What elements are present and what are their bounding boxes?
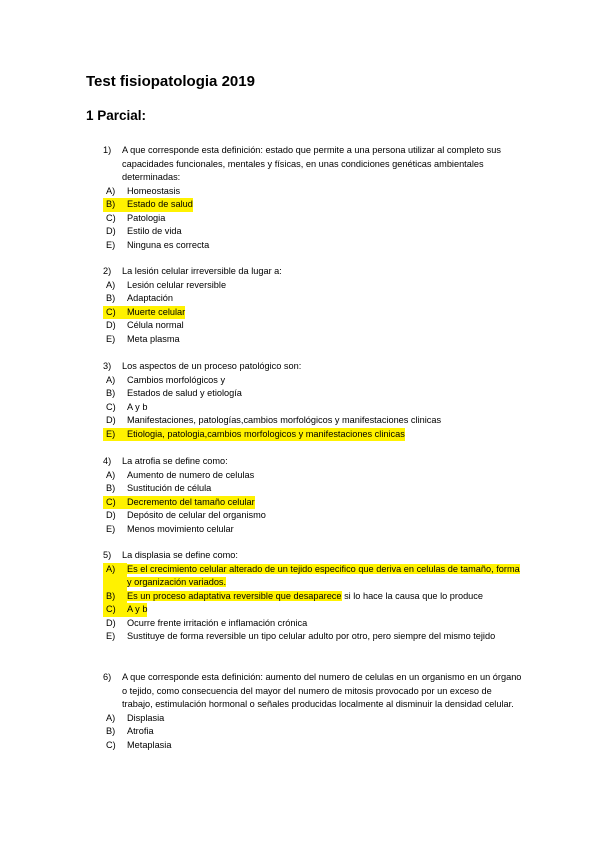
question-2 bbox=[103, 265, 523, 346]
question-number: 4) bbox=[103, 456, 112, 466]
option-e: E) Ninguna es correcta bbox=[106, 239, 210, 250]
option-d: D) Célula normal bbox=[106, 320, 184, 330]
option-c: C) A y b bbox=[106, 401, 148, 412]
question-4 bbox=[103, 455, 523, 536]
question-text: A que corresponde esta definición: aumento del numero de celulas en un organismo en un órgano o tejido, como consecuencia del mayor del numero de mitosis provocado por un exceso de trabajo, estimulación hormonal o señales producidas localmente al disminuir la densidad celular. bbox=[122, 672, 522, 709]
option-b: B) Atrofia bbox=[106, 726, 154, 736]
question-number: 3) bbox=[103, 361, 112, 371]
question-number: 2) bbox=[103, 266, 112, 276]
option-c-highlighted: C) A y b bbox=[103, 603, 523, 617]
question-stem bbox=[103, 455, 523, 469]
option-b-highlighted: B) Estado de salud bbox=[103, 198, 523, 212]
option-a: A) Homeostasis bbox=[106, 185, 181, 196]
option-c-highlighted: C) Muerte celular bbox=[103, 306, 523, 320]
question-1 bbox=[103, 144, 523, 252]
question-5 bbox=[103, 549, 523, 644]
option-e-highlighted: E) Etiologia, patologia,cambios morfologicos y manifestaciones clinicas bbox=[103, 428, 523, 442]
question-stem bbox=[103, 549, 523, 563]
option-b-partially-highlighted: B) Es un proceso adaptativa reversible que desaparece si lo hace la causa que lo produce bbox=[103, 590, 523, 604]
option-b: B) Estados de salud y etiología bbox=[106, 388, 242, 398]
option-a: A) Aumento de numero de celulas bbox=[106, 469, 255, 480]
option-e: E) Menos movimiento celular bbox=[106, 523, 234, 534]
document-title: Test fisiopatologia 2019 bbox=[86, 73, 255, 90]
question-stem bbox=[103, 265, 523, 279]
option-a: A) Lesión celular reversible bbox=[106, 279, 227, 290]
option-a-highlighted: A) Es el crecimiento celular alterado de un tejido especifico que deriva en celulas de tamaño, forma y organización variados. bbox=[103, 563, 523, 590]
question-text: A que corresponde esta definición: estado que permite a una persona utilizar al completo sus capacidades funcionales, mentales y físicas, en unas condiciones genéticas ambientales determinadas: bbox=[122, 145, 501, 182]
option-e: E) Sustituye de forma reversible un tipo celular adulto por otro, pero siempre del mismo tejido bbox=[106, 631, 496, 641]
question-stem bbox=[103, 144, 523, 185]
question-stem bbox=[103, 360, 523, 374]
question-text: La displasia se define como: bbox=[122, 550, 238, 560]
option-c: C) Metaplasia bbox=[106, 739, 172, 750]
option-d: D) Manifestaciones, patologías,cambios morfológicos y manifestaciones clinicas bbox=[106, 415, 442, 425]
option-e: E) Meta plasma bbox=[106, 333, 180, 344]
option-d: D) Ocurre frente irritación e inflamación crónica bbox=[106, 617, 308, 628]
option-a: A) Cambios morfológicos y bbox=[106, 374, 226, 385]
question-stem bbox=[103, 671, 523, 712]
question-text: Los aspectos de un proceso patológico son: bbox=[122, 361, 302, 371]
option-c-highlighted: C) Decremento del tamaño celular bbox=[103, 496, 523, 510]
option-d: D) Estilo de vida bbox=[106, 226, 182, 236]
question-text: La lesión celular irreversible da lugar a: bbox=[122, 266, 282, 276]
option-b: B) Sustitución de célula bbox=[106, 483, 212, 493]
question-number: 1) bbox=[103, 145, 112, 155]
question-text: La atrofia se define como: bbox=[122, 456, 228, 466]
question-number: 6) bbox=[103, 672, 112, 682]
question-6 bbox=[103, 671, 523, 752]
option-d: D) Depósito de celular del organismo bbox=[106, 510, 266, 520]
section-title: 1 Parcial: bbox=[86, 108, 147, 123]
option-c: C) Patologia bbox=[106, 212, 166, 223]
question-number: 5) bbox=[103, 550, 112, 560]
question-3 bbox=[103, 360, 523, 441]
option-b: B) Adaptación bbox=[106, 293, 173, 303]
option-a: A) Displasia bbox=[106, 712, 165, 723]
